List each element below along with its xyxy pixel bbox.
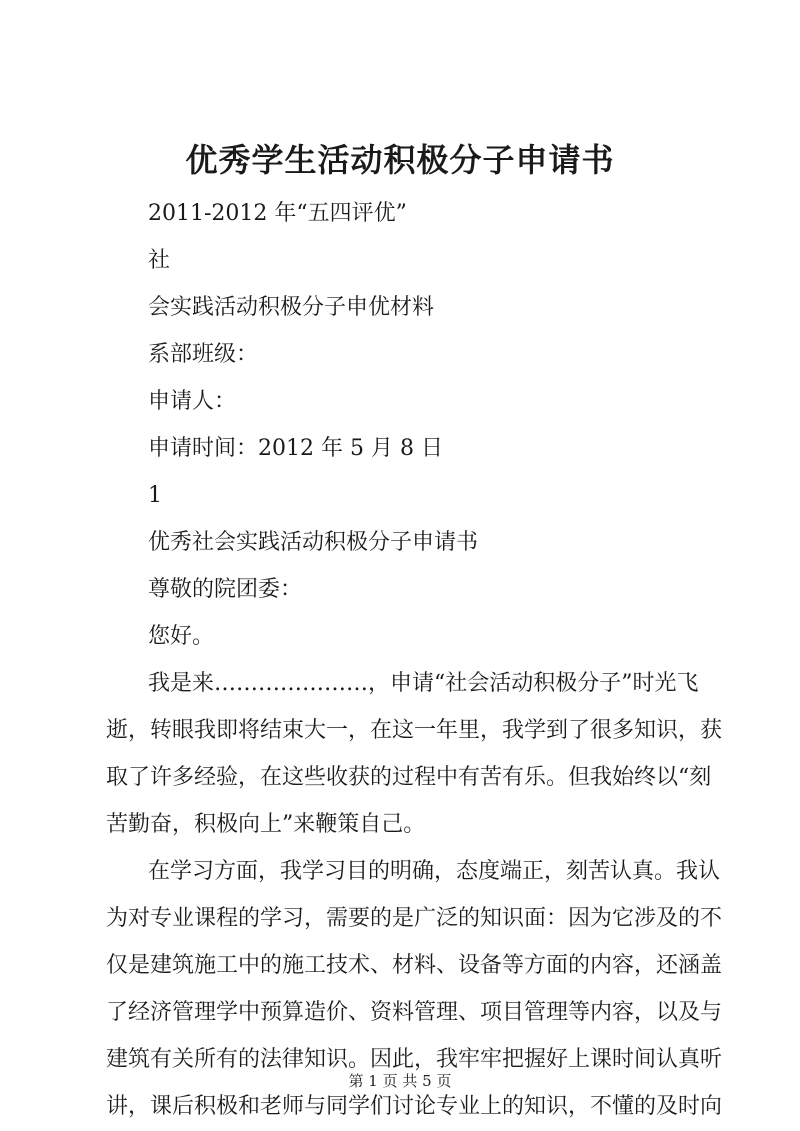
document-body — [106, 190, 723, 1130]
document-title: 优秀学生活动积极分子申请书 — [185, 141, 615, 179]
paragraph-intro — [106, 660, 723, 848]
paragraph-line: 我是来…………………，申请“社会活动积极分子”时光飞 — [148, 671, 699, 696]
paragraph-line: 苦勤奋，积极向上”来鞭策自己。 — [106, 812, 426, 837]
paragraph-line: 讲，课后积极和老师与同学们讨论专业上的知识，不懂的及时向 — [106, 1094, 723, 1119]
paragraph-line: 在学习方面，我学习目的明确，态度端正，刻苦认真。我认 — [148, 859, 721, 884]
paragraph-line: 建筑有关所有的法律知识。因此，我牢牢把握好上课时间认真听 — [106, 1047, 723, 1072]
header-line-applicant: 申请人： — [148, 389, 237, 414]
header-line-she: 社 — [148, 248, 171, 273]
header-line-material: 会实践活动积极分子申优材料 — [148, 295, 435, 320]
page-number-footer: 第 1 页 共 5 页 — [348, 1072, 452, 1090]
letter-subtitle: 优秀社会实践活动积极分子申请书 — [148, 530, 479, 555]
header-line-date: 申请时间：2012 年 5 月 8 日 — [148, 436, 443, 461]
header-line-number: 1 — [148, 483, 162, 508]
paragraph-line: 仅是建筑施工中的施工技术、材料、设备等方面的内容，还涵盖 — [106, 953, 723, 978]
paragraph-line: 了经济管理学中预算造价、资料管理、项目管理等内容，以及与 — [106, 1000, 723, 1025]
paragraph-line: 取了许多经验，在这些收获的过程中有苦有乐。但我始终以“刻 — [106, 765, 712, 790]
header-line-class: 系部班级： — [148, 342, 259, 367]
paragraph-line: 为对专业课程的学习，需要的是广泛的知识面：因为它涉及的不 — [106, 906, 723, 931]
header-line-year: 2011-2012 年“五四评优” — [148, 201, 407, 226]
letter-greeting: 您好。 — [148, 624, 215, 649]
paragraph-line: 逝，转眼我即将结束大一，在这一年里，我学到了很多知识，获 — [106, 718, 723, 743]
letter-salutation: 尊敬的院团委： — [148, 577, 303, 602]
